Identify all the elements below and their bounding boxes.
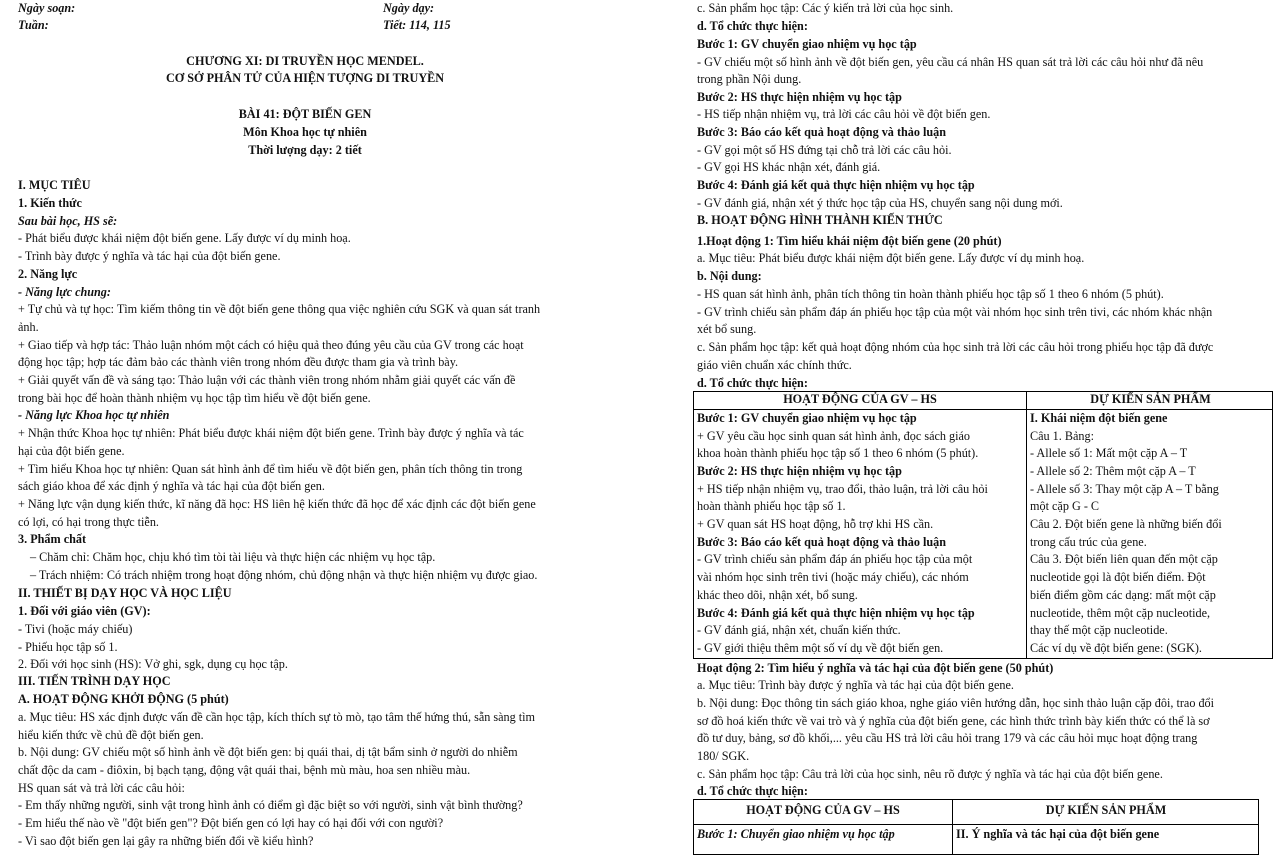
table-cell: + GV quan sát HS hoạt động, hỗ trợ khi HS cần.: [697, 517, 934, 531]
text-line: a. Mục tiêu: Phát biểu được khái niệm đột biến gene. Lấy được ví dụ minh hoạ.: [697, 251, 1085, 265]
tuan: Tuần:: [18, 18, 49, 32]
table-cell: - Allele số 2: Thêm một cặp A – T: [1030, 464, 1196, 478]
table-cell: Các ví dụ về đột biến gene: (SGK).: [1030, 641, 1202, 655]
text-line: c. Sản phẩm học tập: kết quả hoạt động nhóm của học sinh trả lời các câu hỏi trong phiếu học tập đã được: [697, 340, 1214, 354]
table-cell: + GV yêu cầu học sinh quan sát hình ảnh, đọc sách giáo: [697, 429, 971, 443]
text-line: c. Sản phẩm học tập: Câu trả lời của học sinh, nêu rõ được ý nghĩa và tác hại của đột biến gene.: [697, 767, 1163, 781]
table-cell: khác theo dõi, nhận xét, bổ sung.: [697, 588, 858, 602]
text-line: hại của đột biến gene.: [18, 444, 125, 458]
table-cell: I. Khái niệm đột biến gene: [1030, 411, 1168, 425]
step-heading: Bước 1: GV chuyển giao nhiệm vụ học tập: [697, 37, 917, 51]
table-header: HOẠT ĐỘNG CỦA GV – HS: [783, 392, 937, 406]
text-line: xét bổ sung.: [697, 322, 757, 336]
tiet: Tiết: 114, 115: [383, 18, 451, 32]
subsection-heading: 2. Năng lực: [18, 267, 78, 281]
text-line: + Nhận thức Khoa học tự nhiên: Phát biểu được khái niệm đột biến gene. Trình bày được ý nghĩa và tác: [18, 426, 524, 440]
chapter-title-1: CHƯƠNG XI: DI TRUYỀN HỌC MENDEL.: [186, 54, 424, 68]
step-heading: Bước 4: Đánh giá kết quả thực hiện nhiệm vụ học tập: [697, 178, 975, 192]
text-line: b. Nội dung: Đọc thông tin sách giáo khoa, nghe giáo viên hướng dẫn, học sinh thảo luận cặp đôi, trao đổi: [697, 696, 1215, 710]
text-line: - HS quan sát hình ảnh, phân tích thông tin hoàn thành phiếu học tập số 1 theo 6 nhóm (5 phút).: [697, 287, 1164, 301]
text-line: c. Sản phẩm học tập: Các ý kiến trả lời của học sinh.: [697, 1, 954, 15]
table-cell: Câu 1. Bảng:: [1030, 429, 1094, 443]
section-heading: III. TIẾN TRÌNH DẠY HỌC: [18, 674, 171, 688]
text-line: sách giáo khoa để xác định ý nghĩa và tác hại của đột biến gen.: [18, 479, 325, 493]
subsection-heading: d. Tổ chức thực hiện:: [697, 376, 808, 390]
text-line: hiểu kiến thức về chủ đề đột biến gen.: [18, 728, 204, 742]
text-line: trong bài học để hoàn thành nhiệm vụ học tập tìm hiểu về đột biến gene.: [18, 391, 371, 405]
text-line: b. Nội dung: GV chiếu một số hình ảnh về đột biến gen: bị quái thai, dị tật bẩm sinh ở người do nhiễm: [18, 745, 518, 759]
step-heading: Bước 2: HS thực hiện nhiệm vụ học tập: [697, 90, 902, 104]
chapter-title-2: CƠ SỞ PHÂN TỬ CỦA HIỆN TƯỢNG DI TRUYỀN: [165, 71, 445, 85]
table-cell: nucleotide, thêm một cặp nucleotide,: [1030, 606, 1211, 620]
right-page: [680, 0, 1273, 855]
activity-table-2: [693, 799, 1259, 855]
activity-heading: Hoạt động 2: Tìm hiểu ý nghĩa và tác hại của đột biến gene (50 phút): [697, 661, 1054, 675]
text-line: HS quan sát và trả lời các câu hỏi:: [18, 781, 185, 795]
table-cell: Bước 2: HS thực hiện nhiệm vụ học tập: [697, 464, 902, 478]
table-cell: Bước 4: Đánh giá kết quả thực hiện nhiệm vụ học tập: [697, 606, 975, 620]
table-cell: một cặp G - C: [1030, 499, 1100, 513]
activity-table-1: [693, 391, 1273, 659]
ngay-soan: Ngày soạn:: [18, 1, 76, 15]
subsection-heading: d. Tổ chức thực hiện:: [697, 19, 808, 33]
table-cell: hoàn thành phiếu học tập số 1.: [697, 499, 846, 513]
text-line: - Em hiểu thế nào về "đột biến gen"? Đột biến gen có lợi hay có hại đối với con người?: [18, 816, 444, 830]
text-line: sơ đồ hoá kiến thức về vai trò và ý nghĩa của đột biến gene, các hình thức trình bày kiến thức có thể là sơ: [697, 714, 1210, 728]
table-divider: [694, 824, 1258, 825]
lesson-title: BÀI 41: ĐỘT BIẾN GEN: [238, 107, 372, 121]
table-cell: Bước 3: Báo cáo kết quả hoạt động và thảo luận: [697, 535, 947, 549]
text-line: - GV gọi HS khác nhận xét, đánh giá.: [697, 160, 881, 174]
text-line: chất độc da cam - điôxin, bị bạch tạng, động vật quái thai, bệnh mù màu, hoa sen nhiều màu.: [18, 763, 471, 777]
section-heading: II. THIẾT BỊ DẠY HỌC VÀ HỌC LIỆU: [18, 586, 232, 600]
text-line: - Phiếu học tập số 1.: [18, 640, 118, 654]
table-cell: - Allele số 3: Thay một cặp A – T bằng: [1030, 482, 1219, 496]
subject: Môn Khoa học tự nhiên: [243, 125, 367, 139]
table-cell: II. Ý nghĩa và tác hại của đột biến gene: [956, 827, 1160, 841]
text-line: - GV chiếu một số hình ảnh về đột biến gen, yêu cầu cá nhân HS quan sát trả lời các câu hỏi như đã nêu: [697, 55, 1204, 69]
table-cell: Bước 1: Chuyển giao nhiệm vụ học tập: [697, 827, 895, 841]
table-cell: + HS tiếp nhận nhiệm vụ, trao đổi, thảo luận, trả lời câu hỏi: [697, 482, 988, 496]
table-header: DỰ KIẾN SẢN PHẨM: [1045, 803, 1167, 817]
table-cell: vài nhóm học sinh trên tivi (hoặc máy chiếu), các nhóm: [697, 570, 969, 584]
text-line: - GV gọi một số HS đứng tại chỗ trả lời các câu hỏi.: [697, 143, 952, 157]
text-line: + Tìm hiểu Khoa học tự nhiên: Quan sát hình ảnh để tìm hiểu về đột biến gen, phân tích thông tin trong: [18, 462, 523, 476]
page-gap: [640, 0, 680, 855]
table-header: DỰ KIẾN SẢN PHẨM: [1090, 392, 1211, 406]
text-line: giáo viên chuẩn xác chính thức.: [697, 358, 852, 372]
table-cell: thay thế một cặp nucleotide.: [1030, 623, 1168, 637]
text-line: - HS tiếp nhận nhiệm vụ, trả lời các câu hỏi về đột biến gen.: [697, 107, 991, 121]
table-cell: - GV đánh giá, nhận xét, chuẩn kiến thức.: [697, 623, 901, 637]
text-line: + Tự chủ và tự học: Tìm kiếm thông tin về đột biến gene thông qua việc nghiên cứu SGK và quan sát tranh: [18, 302, 541, 316]
text-line: – Trách nhiệm: Có trách nhiệm trong hoạt động nhóm, chủ động nhận và thực hiện nhiệm vụ được giao.: [30, 568, 538, 582]
subsection-heading: d. Tổ chức thực hiện:: [697, 784, 808, 798]
step-heading: Bước 3: Báo cáo kết quả hoạt động và thảo luận: [697, 125, 947, 139]
text-line: + Giao tiếp và hợp tác: Thảo luận nhóm một cách có hiệu quả theo đúng yêu cầu của GV trong các hoạt: [18, 338, 524, 352]
table-cell: trong cấu trúc của gene.: [1030, 535, 1147, 549]
text-line: ảnh.: [18, 320, 39, 334]
text-line: + Năng lực vận dụng kiến thức, kĩ năng đã học: HS liên hệ kiến thức đã học để xác định các đột biến gene: [18, 497, 536, 511]
text-line: - Năng lực chung:: [18, 285, 111, 299]
text-line: - Phát biểu được khái niệm đột biến gene. Lấy được ví dụ minh hoạ.: [18, 231, 351, 245]
text-line: trong phần Nội dung.: [697, 72, 802, 86]
table-cell: - GV trình chiếu sản phẩm đáp án phiếu học tập của một: [697, 552, 973, 566]
text-line: - Năng lực Khoa học tự nhiên: [18, 408, 170, 422]
table-cell: - Allele số 1: Mất một cặp A – T: [1030, 446, 1188, 460]
text-line: - Trình bày được ý nghĩa và tác hại của đột biến gene.: [18, 249, 281, 263]
section-heading: I. MỤC TIÊU: [18, 178, 91, 192]
text-line: – Chăm chỉ: Chăm học, chịu khó tìm tòi tài liệu và thực hiện các nhiệm vụ học tập.: [30, 550, 436, 564]
text-line: động học tập; hợp tác đảm bảo các thành viên trong nhóm đều được tham gia và trình bày.: [18, 355, 459, 369]
text-line: - Tivi (hoặc máy chiếu): [18, 622, 133, 636]
text-line: - GV đánh giá, nhận xét ý thức học tập của HS, chuyển sang nội dung mới.: [697, 196, 1063, 210]
subsection-heading: b. Nội dung:: [697, 269, 762, 283]
text-line: 2. Đối với học sinh (HS): Vở ghi, sgk, dụng cụ học tập.: [18, 657, 288, 671]
text-line: Sau bài học, HS sẽ:: [18, 214, 118, 228]
text-line: có lợi, có hại trong thực tiễn.: [18, 515, 159, 529]
ngay-day: Ngày dạy:: [383, 1, 435, 15]
section-heading: B. HOẠT ĐỘNG HÌNH THÀNH KIẾN THỨC: [697, 213, 943, 227]
text-line: - Vì sao đột biến gen lại gây ra những biến đổi về kiểu hình?: [18, 834, 314, 848]
subsection-heading: 3. Phẩm chất: [18, 532, 87, 546]
text-line: - Em thấy những người, sinh vật trong hình ảnh có điểm gì đặc biệt so với người, sinh vật bình thường?: [18, 798, 523, 812]
subsection-heading: 1. Kiến thức: [18, 196, 82, 210]
text-line: 180/ SGK.: [697, 749, 750, 763]
text-line: a. Mục tiêu: HS xác định được vấn đề cần học tập, kích thích sự tò mò, tạo tâm thế hứng thú, sẵn sàng tìm: [18, 710, 536, 724]
table-cell: biến điểm gồm các dạng: mất một cặp: [1030, 588, 1216, 602]
table-cell: Câu 2. Đột biến gene là những biến đổi: [1030, 517, 1222, 531]
table-cell: - GV giới thiệu thêm một số ví dụ về đột biến gen.: [697, 641, 944, 655]
text-line: - GV trình chiếu sản phẩm đáp án phiếu học tập của một vài nhóm học sinh trên tivi, các nhóm khác nhận: [697, 305, 1213, 319]
table-header: HOẠT ĐỘNG CỦA GV – HS: [746, 803, 900, 817]
table-cell: Bước 1: GV chuyển giao nhiệm vụ học tập: [697, 411, 917, 425]
activity-heading: 1.Hoạt động 1: Tìm hiểu khái niệm đột biến gene (20 phút): [697, 234, 1002, 248]
table-cell: khoa hoàn thành phiếu học tập số 1 theo 6 nhóm (5 phút).: [697, 446, 979, 460]
subsection-heading: A. HOẠT ĐỘNG KHỞI ĐỘNG (5 phút): [18, 692, 229, 706]
text-line: đồ tư duy, bảng, sơ đồ khối,... yêu cầu HS trả lời câu hỏi trang 179 và các câu hỏi mục hoạt động trang: [697, 731, 1198, 745]
table-cell: nucleotide gọi là đột biến điểm. Đột: [1030, 570, 1206, 584]
subsection-heading: 1. Đối với giáo viên (GV):: [18, 604, 151, 618]
text-line: + Giải quyết vấn đề và sáng tạo: Thảo luận với các thành viên trong nhóm nhằm giải quyết các vấn đề: [18, 373, 516, 387]
duration: Thời lượng dạy: 2 tiết: [248, 143, 362, 157]
table-cell: Câu 3. Đột biến liên quan đến một cặp: [1030, 552, 1218, 566]
text-line: a. Mục tiêu: Trình bày được ý nghĩa và tác hại của đột biến gene.: [697, 678, 1014, 692]
table-divider: [1026, 392, 1027, 658]
